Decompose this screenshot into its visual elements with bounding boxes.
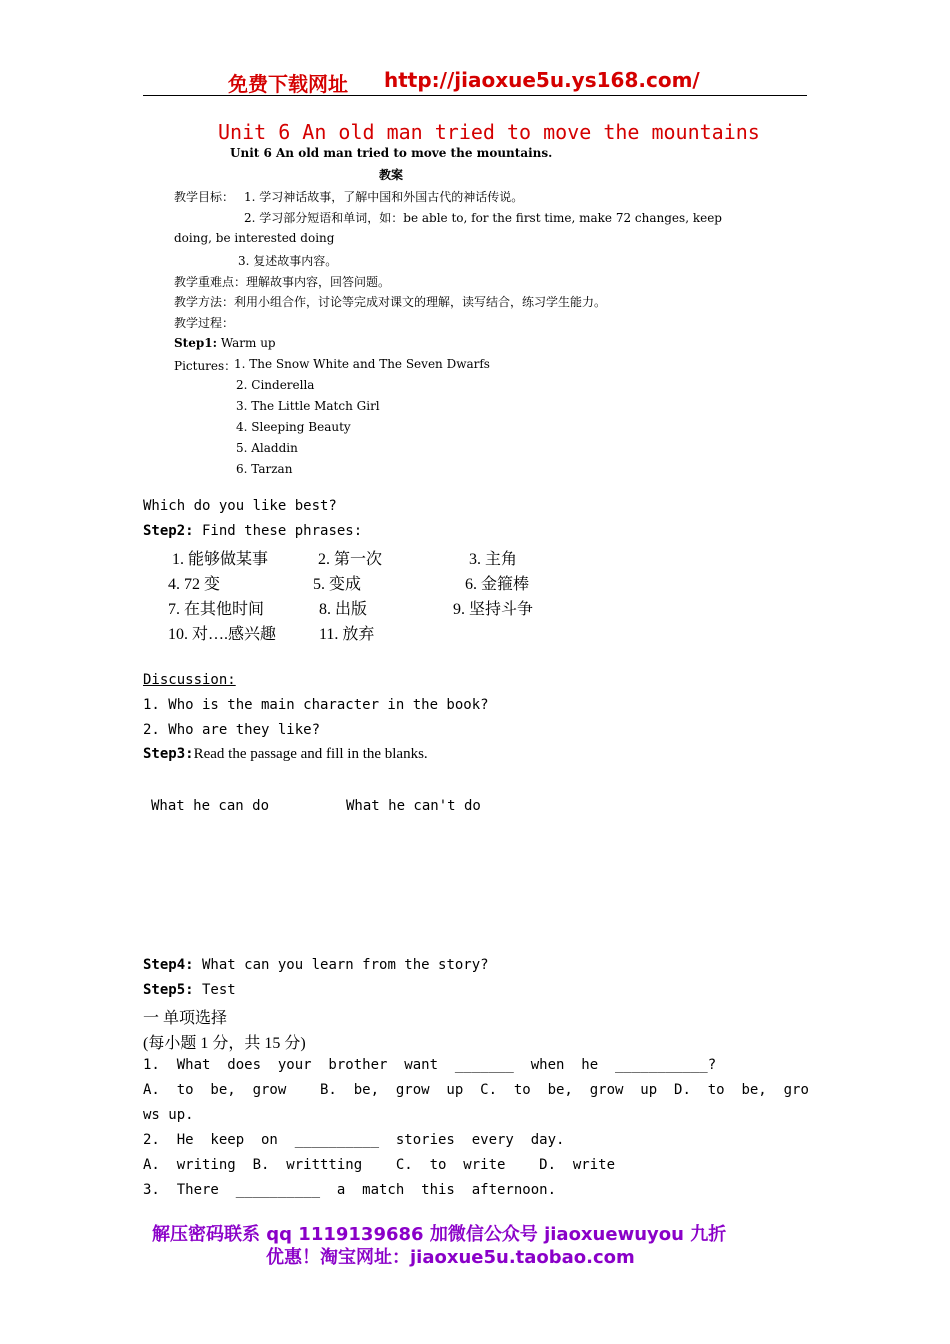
phrase-item: 9. 坚持斗争 <box>453 601 534 618</box>
plan-label: 教案 <box>379 168 404 182</box>
discussion-label: Discussion: <box>143 672 236 688</box>
phrase-item: 4. 72 变 <box>168 576 221 593</box>
objective-2-cont: doing, be interested doing <box>174 231 335 245</box>
objectives-label: 教学目标： <box>174 190 235 204</box>
phrase-item: 3. 主角 <box>469 551 518 568</box>
step2-text: Find these phrases: <box>193 523 363 539</box>
picture-item: 5. Aladdin <box>236 441 298 455</box>
test-section: 一 单项选择 <box>143 1010 228 1027</box>
test-note: (每小题 1 分，共 15 分) <box>143 1035 306 1052</box>
header-divider <box>143 95 807 96</box>
objective-1: 1. 学习神话故事，了解中国和外国古代的神话传说。 <box>244 190 524 204</box>
test-q2: 2. He keep on __________ stories every day. <box>143 1132 565 1148</box>
test-q1: 1. What does your brother want _______ when he ___________? <box>143 1057 717 1073</box>
step2-label: Step2: <box>143 523 194 539</box>
picture-item: 3. The Little Match Girl <box>236 399 380 413</box>
picture-item: 6. Tarzan <box>236 462 293 476</box>
step4-label: Step4: <box>143 957 194 973</box>
phrase-item: 7. 在其他时间 <box>168 601 265 618</box>
header-site-label: 免费下载网址 <box>228 72 348 96</box>
table-header-can: What he can do <box>151 798 270 814</box>
phrase-item: 6. 金箍棒 <box>465 576 530 593</box>
table-header-cannot: What he can't do <box>346 798 481 814</box>
methods: 教学方法：利用小组合作，讨论等完成对课文的理解，读写结合，练习学生能力。 <box>174 295 607 309</box>
test-q2-options: A. writing B. writtting C. to write D. write <box>143 1157 616 1173</box>
process-label: 教学过程： <box>174 316 235 330</box>
page-title: Unit 6 An old man tried to move the mountains <box>218 120 760 144</box>
picture-item: 4. Sleeping Beauty <box>236 420 351 434</box>
step3-text: Read the passage and fill in the blanks. <box>193 746 428 762</box>
pictures-label: Pictures： <box>174 359 237 373</box>
footer-line-1: 解压密码联系 qq 1119139686 加微信公众号 jiaoxuewuyou 九折 <box>152 1224 727 1245</box>
phrase-item: 1. 能够做某事 <box>172 551 269 568</box>
step1-text: Warm up <box>217 336 276 350</box>
key-points: 教学重难点：理解故事内容，回答问题。 <box>174 275 391 289</box>
step5-label: Step5: <box>143 982 194 998</box>
footer-line-2: 优惠！淘宝网址：jiaoxue5u.taobao.com <box>266 1247 635 1268</box>
page-subtitle: Unit 6 An old man tried to move the mountains. <box>230 146 553 160</box>
step4-text: What can you learn from the story? <box>193 957 489 973</box>
test-q1-options: A. to be, grow B. be, grow up C. to be, grow up D. to be, gro <box>143 1082 809 1098</box>
phrase-item: 2. 第一次 <box>318 551 383 568</box>
phrase-item: 11. 放弃 <box>319 626 375 643</box>
test-q1-options-cont: ws up. <box>143 1107 194 1123</box>
phrase-item: 8. 出版 <box>319 601 368 618</box>
question-best: Which do you like best? <box>143 498 337 514</box>
test-q3: 3. There __________ a match this afternoon. <box>143 1182 557 1198</box>
step2-line <box>143 523 362 539</box>
step4-line <box>143 957 489 973</box>
discussion-q2: 2. Who are they like? <box>143 722 321 738</box>
step5-line <box>143 982 236 998</box>
discussion-q1: 1. Who is the main character in the book? <box>143 697 489 713</box>
step3-line <box>143 746 428 763</box>
picture-item: 1. The Snow White and The Seven Dwarfs <box>234 357 490 371</box>
step5-text: Test <box>193 982 236 998</box>
phrase-item: 10. 对….感兴趣 <box>168 626 277 643</box>
header-site-url[interactable]: http://jiaoxue5u.ys168.com/ <box>384 68 700 92</box>
objective-2: 2. 学习部分短语和单词，如：be able to, for the first time, make 72 changes, keep <box>244 211 722 225</box>
objective-3: 3. 复述故事内容。 <box>238 254 338 268</box>
step1-line <box>174 336 276 350</box>
step3-label: Step3: <box>143 746 194 762</box>
picture-item: 2. Cinderella <box>236 378 315 392</box>
step1-label: Step1: <box>174 336 218 350</box>
phrase-item: 5. 变成 <box>313 576 362 593</box>
